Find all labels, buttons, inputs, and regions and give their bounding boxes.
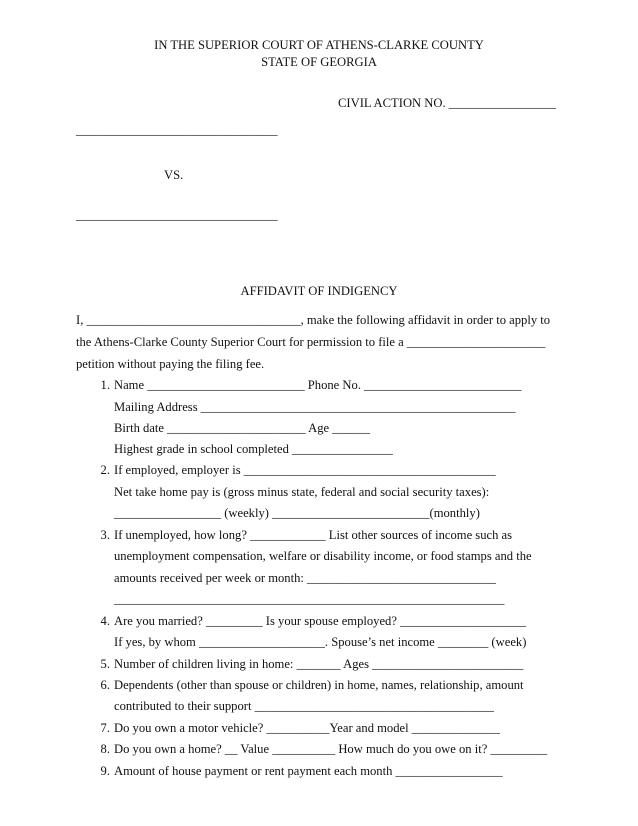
home-ownership-field: Do you own a home? __ Value __________ How much do you owe on it? _________	[114, 742, 548, 756]
weekly-monthly-field: _________________ (weekly) _________________________(monthly)	[114, 506, 480, 520]
birth-date-age-field: Birth date ______________________ Age ______	[114, 421, 371, 435]
housing-payment-field: Amount of house payment or rent payment each month _________________	[114, 764, 503, 778]
children-field: Number of children living in home: _______ Ages ________________________	[114, 657, 524, 671]
item-number-6: 6.	[100, 678, 110, 692]
dependents-support-field: contributed to their support ______________________________________	[114, 699, 494, 713]
item-number-1: 1.	[100, 378, 110, 392]
intro-line-3: petition without paying the filing fee.	[76, 357, 265, 371]
vs-label: VS.	[164, 168, 184, 182]
civil-action-number: CIVIL ACTION NO. _________________	[338, 96, 556, 110]
defendant-line: ________________________________	[76, 208, 278, 222]
amounts-received-field: amounts received per week or month: ______________________________	[114, 571, 496, 585]
spouse-income-field: If yes, by whom ____________________. Spouse’s net income ________ (week)	[114, 635, 527, 649]
item-number-5: 5.	[100, 657, 110, 671]
item-number-3: 3.	[100, 528, 110, 542]
item-number-4: 4.	[100, 614, 110, 628]
item-number-2: 2.	[100, 463, 110, 477]
affidavit-title: AFFIDAVIT OF INDIGENCY	[240, 284, 398, 298]
motor-vehicle-field: Do you own a motor vehicle? __________Year and model ______________	[114, 721, 500, 735]
employer-field: If employed, employer is ________________________________________	[114, 463, 496, 477]
take-home-pay-label: Net take home pay is (gross minus state, federal and social security taxes):	[114, 485, 490, 499]
item-number-9: 9.	[100, 764, 110, 778]
item-number-7: 7.	[100, 721, 110, 735]
mailing-address-field: Mailing Address __________________________________________________	[114, 400, 516, 414]
plaintiff-line: ________________________________	[76, 123, 278, 137]
intro-line-1: I, __________________________________, make the following affidavit in order to apply to	[76, 313, 551, 327]
intro-line-2: the Athens-Clarke County Superior Court for permission to file a ______________________	[76, 335, 546, 349]
unemployed-field: If unemployed, how long? ____________ List other sources of income such as	[114, 528, 513, 542]
name-phone-field: Name _________________________ Phone No. _________________________	[114, 378, 522, 392]
court-heading: IN THE SUPERIOR COURT OF ATHENS-CLARKE COUNTY	[154, 38, 484, 52]
item-number-8: 8.	[100, 742, 110, 756]
married-field: Are you married? _________ Is your spouse employed? ____________________	[114, 614, 527, 628]
amounts-extra-line: ______________________________________________________________	[114, 592, 505, 606]
highest-grade-field: Highest grade in school completed ________________	[114, 442, 393, 456]
state-heading: STATE OF GEORGIA	[261, 55, 377, 69]
dependents-text: Dependents (other than spouse or children) in home, names, relationship, amount	[114, 678, 524, 692]
income-sources-text: unemployment compensation, welfare or disability income, or food stamps and the	[114, 549, 532, 563]
